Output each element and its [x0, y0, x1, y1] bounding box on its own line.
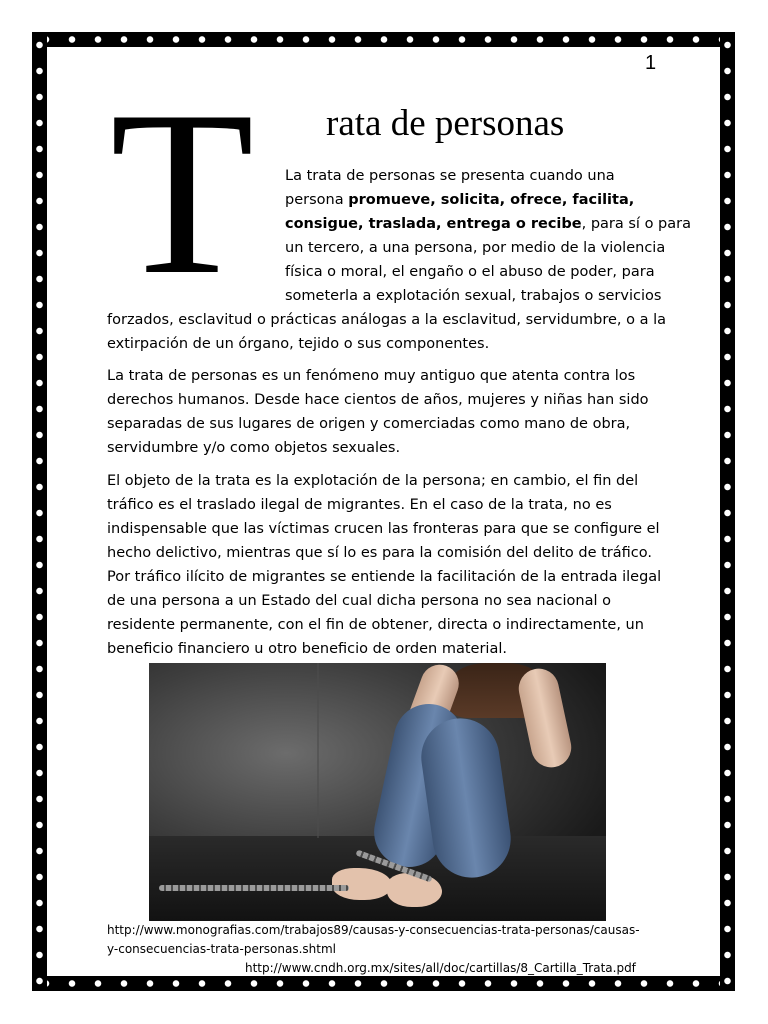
paragraph-line: indispensable que las víctimas crucen las fronteras para que se configure el [107, 521, 660, 537]
source-link-1-continued[interactable]: y-consecuencias-trata-personas.shtml [107, 942, 336, 956]
text-span: física o moral, el engaño o el abuso de poder, para [285, 264, 655, 280]
paragraph-line: servidumbre y/o como objetos sexuales. [107, 440, 401, 456]
drop-cap-letter: T [110, 63, 255, 324]
page-number: 1 [645, 52, 657, 74]
paragraph-line: La trata de personas es un fenómeno muy antiguo que atenta contra los [107, 368, 636, 384]
text-span: un tercero, a una persona, por medio de la violencia [285, 240, 666, 256]
paragraph-line [107, 308, 666, 332]
text-span: forzados, esclavitud o prácticas análogas a la esclavitud, servidumbre, o a la [107, 312, 667, 328]
paragraph-line: hecho delictivo, mientras que sí lo es para la comisión del delito de tráfico. [107, 545, 652, 561]
text-span: extirpación de un órgano, tejido o sus componentes. [107, 336, 490, 352]
text-span: La trata de personas se presenta cuando una [285, 168, 615, 184]
decorative-border-right [720, 32, 735, 991]
decorative-border-bottom [33, 976, 735, 991]
photo-foot-right [387, 873, 442, 907]
bold-verb-list: consigue, traslada, entrega o recibe [285, 216, 582, 232]
bold-verb-list: promueve, solicita, ofrece, facilita, [348, 192, 635, 208]
decorative-border-left [32, 32, 47, 991]
photo-arm-right [515, 665, 575, 771]
text-span: someterla a explotación sexual, trabajos o servicios [285, 288, 662, 304]
source-link-2[interactable]: http://www.cndh.org.mx/sites/all/doc/cartillas/8_Cartilla_Trata.pdf [245, 961, 636, 975]
paragraph-line: tráfico es el traslado ilegal de migrantes. En el caso de la trata, no es [107, 497, 612, 513]
paragraph-line [285, 236, 665, 260]
photo-chained-person [149, 663, 606, 921]
text-span: persona [285, 192, 349, 208]
paragraph-line [285, 284, 661, 308]
paragraph-line: beneficio financiero u otro beneficio de orden material. [107, 641, 507, 657]
paragraph-line [107, 332, 489, 356]
paragraph-line: residente permanente, con el fin de obtener, directa o indirectamente, un [107, 617, 644, 633]
paragraph-line [285, 188, 634, 212]
page-title: rata de personas [326, 103, 565, 144]
source-link-1[interactable]: http://www.monografias.com/trabajos89/causas-y-consecuencias-trata-personas/causas- [107, 923, 640, 937]
paragraph-line: El objeto de la trata es la explotación de la persona; en cambio, el fin del [107, 473, 639, 489]
paragraph-line: derechos humanos. Desde hace cientos de años, mujeres y niñas han sido [107, 392, 649, 408]
photo-chain [159, 885, 349, 891]
decorative-border-top [33, 32, 735, 47]
text-span: , para sí o para [581, 216, 691, 232]
photo-wall-corner [317, 663, 319, 838]
paragraph-line [285, 260, 655, 284]
paragraph-line [285, 212, 691, 236]
paragraph-line [285, 164, 615, 188]
paragraph-line: de una persona a un Estado del cual dicha persona no sea nacional o [107, 593, 611, 609]
paragraph-line: separadas de sus lugares de origen y comerciadas como mano de obra, [107, 416, 631, 432]
paragraph-line: Por tráfico ilícito de migrantes se entiende la facilitación de la entrada ilegal [107, 569, 662, 585]
photo-foot-left [332, 868, 392, 900]
